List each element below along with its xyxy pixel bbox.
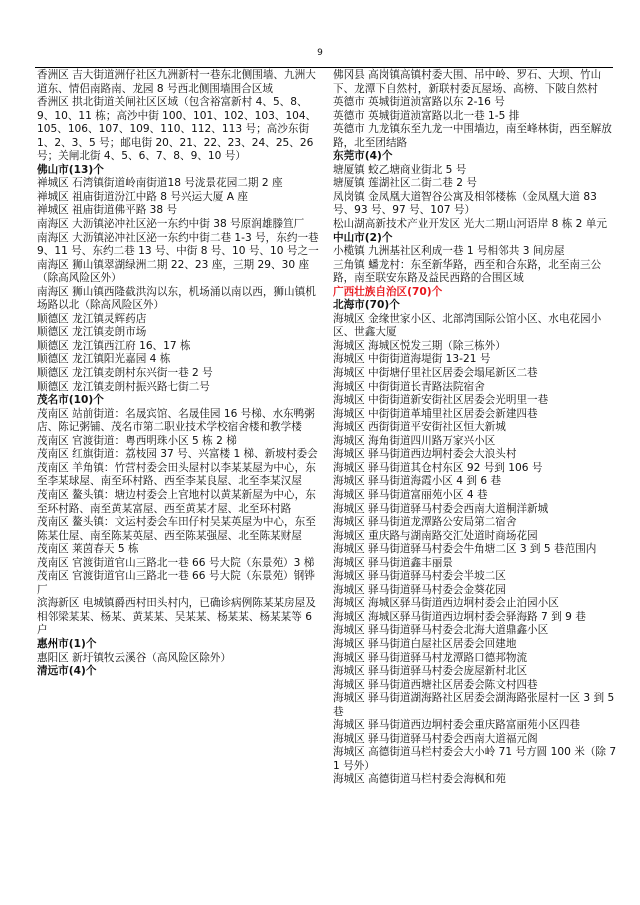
area-entry: 惠阳区 新圩镇牧云溪谷（高风险区除外）	[37, 651, 232, 664]
area-entry: 海城区 中街街道新安街社区居委会光明里一巷	[333, 394, 549, 407]
section-heading: 中山市(2)个	[333, 231, 393, 244]
area-entry: 茂南区 红旗街道：荔枝园 37 号、兴富楼 1 梯、新坡村委会	[37, 448, 318, 461]
area-entry: 海城区 驿马街道驿马村委会北海大道鼎鑫小区	[333, 624, 549, 637]
area-entry: 南海区 大沥镇泌冲社区泌一东约中街 38 号原润雄滕笪厂	[37, 218, 305, 231]
section-heading: 清远市(4)个	[37, 665, 97, 678]
section-heading: 佛山市(13)个	[37, 163, 104, 176]
area-entry: 茂南区 官渡街道：粤西明珠小区 5 栋 2 梯	[37, 434, 237, 447]
area-entry: 佛冈县 高岗镇高镇村委大围、吊中岭、罗石、大坝、竹山下、龙潭下自然村，新联村委瓦屋场、高榜、下陂自然村	[333, 69, 602, 95]
area-entry: 海城区 驿马街道富丽苑小区 4 巷	[333, 488, 488, 501]
area-entry: 海城区 中街街道海堤街 13-21 号	[333, 353, 491, 366]
area-entry: 小榄镇 九洲基社区利成一巷 1 号相邻共 3 间房屋	[333, 245, 565, 258]
area-entry: 茂南区 莱茵春天 5 栋	[37, 543, 139, 556]
section-heading: 北海市(70)个	[333, 299, 400, 312]
area-entry: 三角镇 蟠龙村：东至新华路，西至和合东路，北至南三公路，南至联安东路及益民西路的合围区域	[333, 258, 602, 285]
area-entry: 海城区 驿马街道驿马村委会西南大道福元阁	[333, 732, 538, 745]
section-heading: 惠州市(1)个	[37, 637, 97, 650]
area-entry: 南海区 狮山镇西隆截洪沟以东，机场涌以南以西，狮山镇机场路以北（除高风险区外）	[37, 285, 316, 312]
area-entry: 茂南区 站前街道：名晟宾馆、名晟佳园 16 号梯、水东鸭粥店、陈记粥铺、茂名市第二职业技术学校宿舍楼和教学楼	[37, 407, 315, 434]
area-entry: 南海区 狮山镇翠湖绿洲二期 22、23 座，三期 29、30 座（除高风险区外）	[37, 258, 310, 285]
area-entry: 塘厦镇 莲湖社区二街二巷 2 号	[333, 177, 477, 190]
area-entry: 凤岗镇 金凤凰大道智谷公寓及相邻楼栋（金凤凰大道 83 号、93 号、97 号、107 号）	[333, 190, 597, 217]
area-entry: 顺德区 龙江镇西江府 16、17 栋	[37, 339, 191, 352]
area-entry: 海城区 驿马街道白屋社区居委会回建地	[333, 637, 517, 650]
area-entry: 海城区 驿马街道驿马村委会半坡二区	[333, 570, 506, 583]
header-rule	[35, 67, 613, 68]
area-entry: 海城区 海城区驿马街道西边坰村委会止泊园小区	[333, 597, 559, 610]
area-entry: 顺德区 龙江镇麦朗村振兴路七街二号	[37, 380, 210, 393]
area-entry: 茂南区 鳌头镇：文运村委会车田仔村吴某英屋为中心，东至陈某仕屋、南至陈某英屋、西至陈某强屋、北至陈某财屋	[37, 516, 316, 542]
area-entry: 顺德区 龙江镇麦朗市场	[37, 326, 147, 339]
area-entry: 香洲区 拱北街道关闸社区区域（包含裕富新村 4、5、8、9、10、11 栋；高沙中街 100、101、102、103、104、105、106、107、109、110、112、113 号；高沙东街 1、2、3、5 号；邮电街 20、21、22、23、24、25、26 号；关闸北街 4、5、6、7、8、9、10 号）	[37, 96, 317, 163]
area-entry: 海城区 驿马街道西塘社区居委会陈文村四巷	[333, 678, 538, 691]
area-entry: 禅城区 祖庙街道佛平路 38 号	[37, 204, 178, 217]
area-entry: 海城区 海角街道四川路万家兴小区	[333, 434, 496, 447]
area-entry: 海城区 驿马街道西边坰村委会重庆路富丽苑小区四巷	[333, 719, 581, 732]
section-heading: 茂名市(10)个	[37, 394, 104, 407]
area-entry: 顺德区 龙江镇阳光嘉园 4 栋	[37, 353, 171, 366]
area-entry: 顺德区 龙江镇麦朗村东兴街一巷 2 号	[37, 367, 213, 380]
region-heading: 广西壮族自治区(70)个	[333, 285, 443, 298]
area-entry: 海城区 驿马街道鑫丰丽景	[333, 556, 453, 569]
area-entry: 海城区 驿马街道驿马村龙潭路口德邦物流	[333, 651, 528, 664]
area-entry: 海城区 驿马街道湖海路社区居委会湖海路张屋村一区 3 到 5 巷	[333, 692, 615, 718]
area-entry: 海城区 西街街道平安街社区恒大新城	[333, 421, 506, 434]
area-entry: 顺德区 龙江镇灵辉药店	[37, 312, 147, 325]
area-entry: 海城区 海城区悦发三期（除三栋外）	[333, 339, 506, 352]
area-entry: 英德市 九龙镇东至九龙一中围墙边，南至峰林街，西至解放路，北至团结路	[333, 123, 612, 149]
area-entry: 松山湖高新技术产业开发区 光大二期山河语岸 8 栋 2 单元	[333, 218, 607, 231]
area-entry: 海城区 驿马街道海霞小区 4 到 6 巷	[333, 475, 502, 488]
area-entry: 海城区 驿马街道驿马村委会牛角塘二区 3 到 5 巷范围内	[333, 543, 597, 556]
area-entry: 塘厦镇 蛟乙塘商业街北 5 号	[333, 163, 467, 176]
area-entry: 香洲区 吉大街道洲仔社区九洲新村一巷东北侧围墙、九洲大道东、情侣南路南、龙园 8 号西北侧围墙围合区域	[37, 69, 316, 95]
area-entry: 英德市 英城街道浈富路以东 2-16 号	[333, 96, 505, 109]
area-entry: 海城区 驿马街道驿马村委会庞屋新村北区	[333, 665, 528, 678]
area-entry: 茂南区 羊角镇：竹营村委会田头屋村以李某某屋为中心，东至李某球屋、南至环村路、西至李某良屋、北至李某汉屋	[37, 461, 316, 488]
area-entry: 海城区 高德街道马栏村委会大小岭 71 号方圆 100 米（除 71 号外）	[333, 746, 617, 772]
area-entry: 海城区 重庆路与湖南路交汇处道时商场花园	[333, 529, 538, 542]
area-entry: 茂南区 官渡街道官山三路北一巷 66 号大院（东景苑）3 梯	[37, 556, 315, 569]
area-entry: 海城区 驿马街道其仓村东区 92 号到 106 号	[333, 461, 543, 474]
area-entry: 英德市 英城街道浈富路以北一巷 1-5 排	[333, 109, 520, 122]
area-entry: 海城区 中街街道长青路法院宿舍	[333, 380, 485, 393]
page-number: 9	[317, 48, 323, 58]
area-entry: 禅城区 石湾镇街道岭南街道18 号泷景花园二期 2 座	[37, 177, 283, 190]
area-entry: 海城区 驿马街道驿马村委会金葵花园	[333, 583, 506, 596]
area-entry: 禅城区 祖庙街道汾江中路 8 号兴运大厦 A 座	[37, 190, 248, 203]
area-entry: 海城区 驿马街道龙潭路公安局第二宿舍	[333, 516, 517, 529]
area-entry: 海城区 高德街道马栏村委会海枫和苑	[333, 773, 506, 786]
right-column	[333, 69, 617, 787]
area-entry: 茂南区 鳌头镇：塘边村委会上官地村以黄某新屋为中心，东至环村路、南至黄某富屋、西至黄某才屋、北至环村路	[37, 488, 316, 515]
left-column	[37, 69, 319, 679]
area-entry: 海城区 金缘世家小区、北部湾国际公馆小区、水电花园小区、世鑫大厦	[333, 312, 602, 339]
area-entry: 海城区 中街街道革埔里社区居委会新建四巷	[333, 407, 538, 420]
area-entry: 茂南区 官渡街道官山三路北一巷 66 号大院（东景苑）钢铧厂	[37, 570, 315, 596]
area-entry: 海城区 驿马街道西边坰村委会大浪头村	[333, 448, 517, 461]
area-entry: 滨海新区 电城镇爵西村田头村内，已确诊病例陈某某房屋及相邻梁某某、杨某、黄某某、吴某某、杨某某、杨某某等 6 户	[37, 597, 316, 637]
section-heading: 东莞市(4)个	[333, 150, 393, 163]
area-entry: 南海区 大沥镇泌冲社区泌一东约中街二巷 1-3 号，东约一巷 9、11 号、东约二巷 13 号、中街 8 号、10 号、10 号之一	[37, 231, 319, 258]
area-entry: 海城区 海城区驿马街道西边坰村委会驿海路 7 到 9 巷	[333, 610, 586, 623]
area-entry: 海城区 驿马街道驿马村委会西南大道桐洋新城	[333, 502, 549, 515]
area-entry: 海城区 中街塘仔里社区居委会塌尾新区二巷	[333, 367, 538, 380]
